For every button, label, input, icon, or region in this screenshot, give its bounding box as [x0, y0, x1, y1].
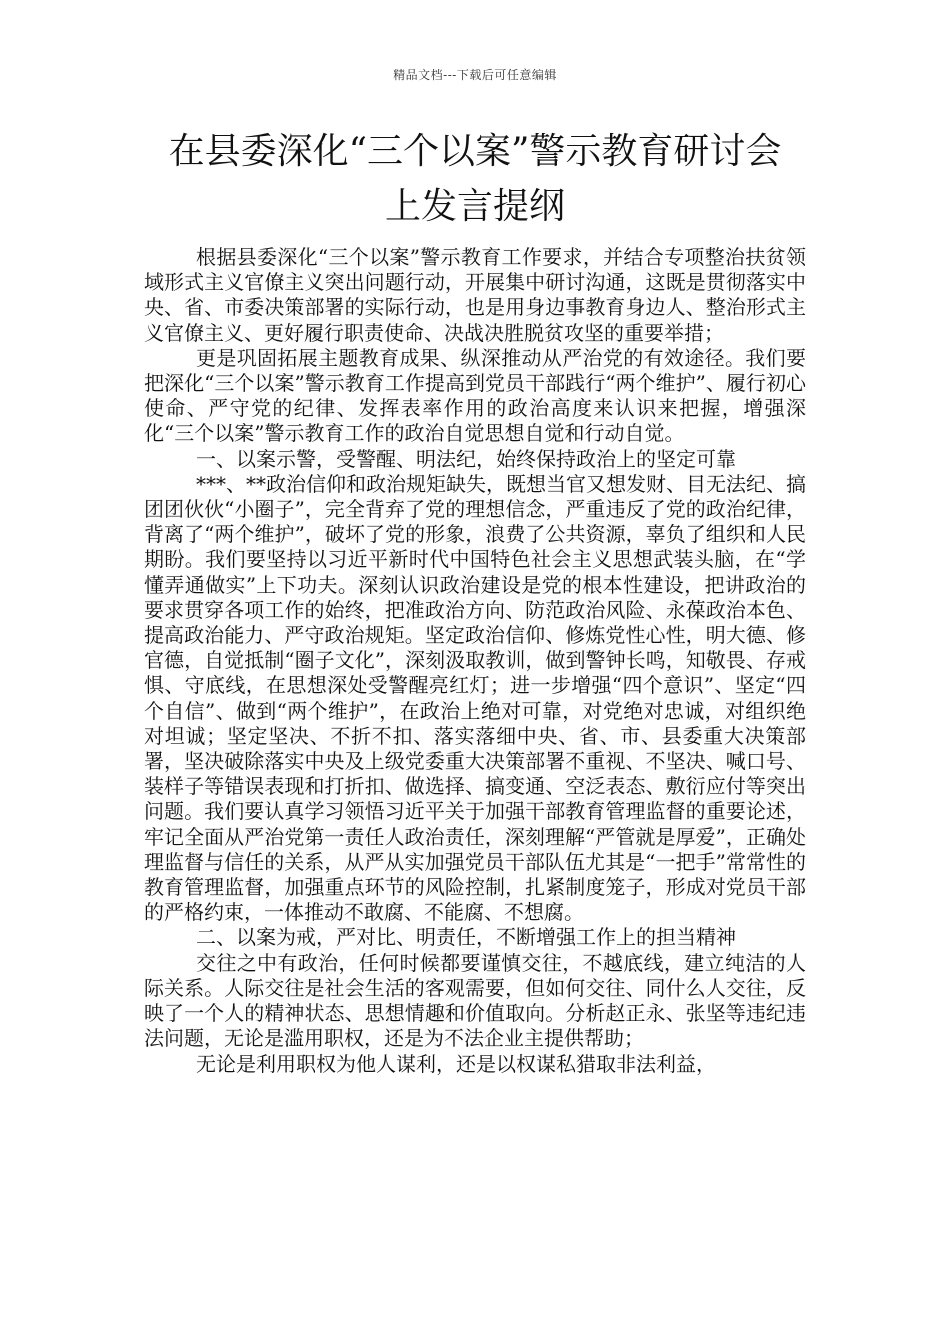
- paragraph-intro: 根据县委深化“三个以案”警示教育工作要求，并结合专项整治扶贫领域形式主义官僚主义突出问题行动，开展集中研讨沟通，这既是贯彻落实中央、省、市委决策部署的实际行动，也是用身边事教育身边人、整治形式主义官僚主义、更好履行职责使命、决战决胜脱贫攻坚的重要举措；: [144, 245, 806, 345]
- title-line-1: 在县委深化“三个以案”警示教育研讨会: [168, 131, 782, 172]
- document-title: [140, 124, 810, 234]
- title-line-2: 上发言提纲: [384, 186, 565, 227]
- paragraph-section-1: ***、**政治信仰和政治规矩缺失，既想当官又想发财、目无法纪、搞团团伙伙“小圈子”，完全背弃了党的理想信念，严重违反了党的政治纪律，背离了“两个维护”，破坏了党的形象，浪费了公共资源，辜负了组织和人民期盼。我们要坚持以习近平新时代中国特色社会主义思想武装头脑，在“学懂弄通做实”上下功夫。深刻认识政治建设是党的根本性建设，把讲政治的要求贯穿各项工作的始终，把准政治方向、防范政治风险、永葆政治本色、提高政治能力、严守政治规矩。坚定政治信仰、修炼党性心性，明大德、修官德，自觉抵制“圈子文化”，深刻汲取教训，做到警钟长鸣，知敬畏、存戒惧、守底线，在思想深处受警醒亮红灯；进一步增强“四个意识”、坚定“四个自信”、做到“两个维护”，在政治上绝对可靠，对党绝对忠诚，对组织绝对坦诚；坚定坚决、不折不扣、落实落细中央、省、市、县委重大决策部署，坚决破除落实中央及上级党委重大决策部署不重视、不坚决、喊口号、装样子等错误表现和打折扣、做选择、搞变通、空泛表态、敷衍应付等突出问题。我们要认真学习领悟习近平关于加强干部教育管理监督的重要论述，牢记全面从严治党第一责任人政治责任，深刻理解“严管就是厚爱”，正确处理监督与信任的关系，从严从实加强党员干部队伍尤其是“一把手”常常性的教育管理监督，加强重点环节的风险控制，扎紧制度笼子，形成对党员干部的严格约束，一体推动不敢腐、不能腐、不想腐。: [144, 471, 806, 925]
- paragraph-section-2: 交往之中有政治，任何时候都要谨慎交往，不越底线，建立纯洁的人际关系。人际交往是社会生活的客观需要，但如何交往、同什么人交往，反映了一个人的精神状态、思想情趣和价值取向。分析赵正永、张坚等违纪违法问题，无论是滥用职权，还是为不法企业主提供帮助；: [144, 950, 806, 1051]
- document-body: [144, 245, 806, 1077]
- header-note: 精品文档---下载后可任意编辑: [393, 68, 557, 82]
- paragraph-continued: 无论是利用职权为他人谋利，还是以权谋私猎取非法利益，: [196, 1051, 716, 1076]
- paragraph-approach: 更是巩固拓展主题教育成果、纵深推动从严治党的有效途径。我们要把深化“三个以案”警示教育工作提高到党员干部践行“两个维护”、履行初心使命、严守党的纪律、发挥表率作用的政治高度来认识来把握，增强深化“三个以案”警示教育工作的政治自觉思想自觉和行动自觉。: [144, 345, 806, 446]
- section-heading-2: 二、以案为戒，严对比、明责任，不断增强工作上的担当精神: [196, 925, 736, 950]
- section-heading-1: 一、以案示警，受警醒、明法纪，始终保持政治上的坚定可靠: [196, 446, 736, 471]
